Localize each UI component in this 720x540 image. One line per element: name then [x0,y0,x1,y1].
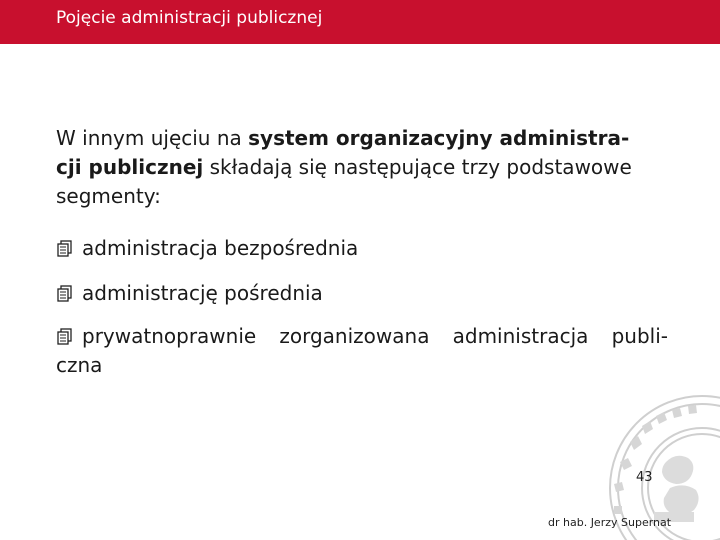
book-icon [56,239,74,257]
bullet-text-1: administracja bezpośrednia [82,236,359,260]
bullet3-word-2: zorganizowana [279,324,430,348]
slide-title: Pojęcie administracji publicznej [56,8,323,28]
bullet3-word-3: administracja [452,324,589,348]
intro-text-1: W innym ujęciu na [56,126,249,150]
slide-content [56,124,676,377]
intro-text-2: składają się następujące trzy podstawowe [203,155,632,179]
intro-text-3: segmenty: [56,184,161,208]
bullet-item-3 [56,322,676,380]
bullet3-continuation: czna [56,353,103,377]
page-number: 43 [636,470,653,485]
bullet-item-1 [56,234,358,263]
intro-bold-1: system organizacyjny administra- [248,126,630,150]
book-icon [56,284,74,302]
title-bar [0,0,720,44]
author-credit: dr hab. Jerzy Supernat [548,516,672,529]
intro-bold-2: cji publicznej [56,155,204,179]
intro-paragraph [56,124,668,211]
bullet-item-2 [56,279,323,308]
book-icon [56,327,74,345]
bullet3-word-4: publi- [611,324,668,348]
bullet3-word-1: prywatnoprawnie [82,324,257,348]
bullet-text-2: administrację pośrednia [82,281,323,305]
